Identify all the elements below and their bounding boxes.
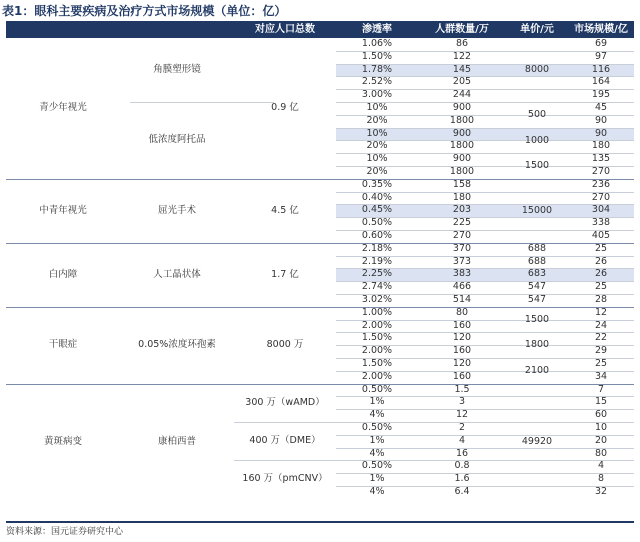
rate-cell: 20% <box>366 114 388 126</box>
rate-cell: 0.50% <box>361 422 393 433</box>
price-cell: 1800 <box>524 339 550 351</box>
size-cell: 25 <box>594 242 608 254</box>
size-cell: 195 <box>591 89 611 101</box>
count-cell: 900 <box>452 102 472 113</box>
size-cell: 270 <box>591 191 611 203</box>
rate-cell: 2.52% <box>361 76 393 88</box>
population-cell: 1.7 亿 <box>271 268 299 280</box>
table-header <box>6 21 634 38</box>
count-cell: 1.6 <box>454 473 470 485</box>
price-cell: 688 <box>527 255 547 267</box>
price-cell: 547 <box>527 294 547 305</box>
size-cell: 236 <box>591 178 611 190</box>
rate-cell: 3.02% <box>361 294 393 305</box>
price-cell: 683 <box>527 268 547 280</box>
price-cell: 1500 <box>524 313 550 325</box>
count-cell: 900 <box>452 127 472 139</box>
count-cell: 244 <box>452 89 472 101</box>
population-cell: 8000 万 <box>266 338 304 350</box>
header-treatment <box>120 21 234 38</box>
rate-cell: 1.50% <box>361 358 393 369</box>
count-cell: 373 <box>452 255 472 267</box>
rate-cell: 2.25% <box>361 268 393 280</box>
rate-cell: 20% <box>366 140 388 152</box>
count-cell: 120 <box>452 358 472 369</box>
rate-cell: 0.40% <box>361 191 393 203</box>
rate-cell: 2.00% <box>361 319 393 331</box>
size-cell: 304 <box>591 204 611 216</box>
size-cell: 25 <box>594 281 608 293</box>
rate-cell: 10% <box>366 153 388 165</box>
price-cell: 688 <box>527 242 547 254</box>
rate-cell: 2.74% <box>361 281 393 293</box>
population-cell: 300 万（wAMD） <box>245 396 325 408</box>
rate-cell: 20% <box>366 166 388 177</box>
rate-cell: 1.78% <box>361 63 393 75</box>
size-cell: 24 <box>594 319 608 331</box>
source-note: 资料来源：国元证券研究中心 <box>6 527 124 537</box>
count-cell: 1800 <box>449 166 475 177</box>
rate-cell: 0.60% <box>361 230 393 241</box>
rate-cell: 1.00% <box>361 306 393 318</box>
size-cell: 22 <box>594 332 608 344</box>
count-cell: 4 <box>458 434 466 446</box>
price-cell: 547 <box>527 281 547 293</box>
size-cell: 338 <box>591 217 611 229</box>
count-cell: 160 <box>452 345 472 357</box>
count-cell: 383 <box>452 268 472 280</box>
size-cell: 45 <box>594 102 608 113</box>
disease-cell: 青少年视光 <box>39 102 87 113</box>
population-cell: 400 万（DME） <box>249 435 321 446</box>
rate-cell: 1.50% <box>361 50 393 62</box>
table-bottom-rule <box>6 521 634 523</box>
rate-cell: 3.00% <box>361 89 393 101</box>
price-cell: 1500 <box>524 160 550 172</box>
count-cell: 160 <box>452 370 472 382</box>
count-cell: 180 <box>452 191 472 203</box>
size-cell: 270 <box>591 166 611 177</box>
treatment-cell: 低浓度阿托品 <box>148 134 206 145</box>
size-cell: 4 <box>597 460 605 472</box>
size-cell: 116 <box>591 63 611 75</box>
count-cell: 122 <box>452 50 472 62</box>
rate-cell: 0.35% <box>361 178 393 190</box>
header-population: 对应人口总数 <box>255 24 315 35</box>
rate-cell: 0.50% <box>361 383 393 395</box>
size-cell: 8 <box>597 473 605 485</box>
count-cell: 80 <box>455 306 469 318</box>
treatment-cell: 人工晶状体 <box>153 268 201 280</box>
price-cell: 2100 <box>524 365 550 376</box>
count-cell: 514 <box>452 294 472 305</box>
count-cell: 158 <box>452 178 472 190</box>
count-cell: 160 <box>452 319 472 331</box>
size-cell: 28 <box>594 294 608 305</box>
size-cell: 10 <box>594 422 608 433</box>
price-cell: 49920 <box>521 435 553 447</box>
disease-cell: 白内障 <box>48 268 78 280</box>
size-cell: 90 <box>594 127 608 139</box>
rate-cell: 2.18% <box>361 242 393 254</box>
size-cell: 80 <box>594 447 608 459</box>
table-caption: 表1：眼科主要疾病及治疗方式市场规模（单位：亿） <box>2 4 287 18</box>
count-cell: 6.4 <box>454 486 470 497</box>
size-cell: 29 <box>594 345 608 357</box>
size-cell: 405 <box>591 230 611 241</box>
rate-cell: 1% <box>369 396 385 408</box>
count-cell: 145 <box>452 63 472 75</box>
rate-cell: 10% <box>366 127 388 139</box>
size-cell: 180 <box>591 140 611 152</box>
treatment-cell: 康柏西普 <box>157 435 196 447</box>
rate-cell: 10% <box>366 102 388 113</box>
price-cell: 8000 <box>524 64 550 75</box>
rate-cell: 1.50% <box>361 332 393 344</box>
count-cell: 225 <box>452 217 472 229</box>
count-cell: 270 <box>452 230 472 241</box>
count-cell: 1800 <box>449 114 475 126</box>
count-cell: 1800 <box>449 140 475 152</box>
rate-cell: 4% <box>369 409 385 421</box>
population-cell: 160 万（pmCNV） <box>242 473 328 485</box>
size-cell: 164 <box>591 76 611 88</box>
size-cell: 60 <box>594 409 608 421</box>
count-cell: 0.8 <box>454 460 470 472</box>
count-cell: 1.5 <box>454 383 470 395</box>
disease-cell: 干眼症 <box>48 338 78 350</box>
rate-cell: 1% <box>369 434 385 446</box>
rate-cell: 1% <box>369 473 385 485</box>
size-cell: 26 <box>594 268 608 280</box>
count-cell: 3 <box>458 396 466 408</box>
treatment-cell: 0.05%浓度环孢素 <box>138 338 216 350</box>
rate-cell: 0.50% <box>361 217 393 229</box>
disease-cell: 中青年视光 <box>39 204 87 216</box>
size-cell: 97 <box>594 50 608 62</box>
size-cell: 34 <box>594 370 608 382</box>
rate-cell: 0.45% <box>361 204 393 216</box>
size-cell: 12 <box>594 306 608 318</box>
size-cell: 26 <box>594 255 608 267</box>
treatment-cell: 屈光手术 <box>157 204 196 216</box>
rate-cell: 4% <box>369 486 385 497</box>
rate-cell: 2.00% <box>361 345 393 357</box>
count-cell: 16 <box>455 447 469 459</box>
rate-cell: 2.00% <box>361 370 393 382</box>
count-cell: 466 <box>452 281 472 293</box>
population-cell: 0.9 亿 <box>271 102 299 113</box>
count-cell: 86 <box>455 38 469 49</box>
price-cell: 500 <box>527 109 547 120</box>
size-cell: 32 <box>594 486 608 497</box>
header-size: 市场规模/亿 <box>574 24 628 35</box>
header-count: 人群数量/万 <box>435 24 489 35</box>
treatment-cell: 角膜塑形镜 <box>153 64 201 75</box>
size-cell: 90 <box>594 114 608 126</box>
price-cell: 15000 <box>521 204 553 216</box>
header-rate: 渗透率 <box>362 24 392 35</box>
count-cell: 203 <box>452 204 472 216</box>
disease-cell: 黄斑病变 <box>43 435 82 447</box>
rate-cell: 1.06% <box>361 38 393 49</box>
header-disease <box>6 21 120 38</box>
size-cell: 20 <box>594 434 608 446</box>
count-cell: 120 <box>452 332 472 344</box>
count-cell: 900 <box>452 153 472 165</box>
rate-cell: 2.19% <box>361 255 393 267</box>
size-cell: 7 <box>597 383 605 395</box>
count-cell: 12 <box>455 409 469 421</box>
size-cell: 15 <box>594 396 608 408</box>
count-cell: 370 <box>452 242 472 254</box>
size-cell: 135 <box>591 153 611 165</box>
size-cell: 25 <box>594 358 608 369</box>
count-cell: 2 <box>458 422 466 433</box>
rate-cell: 0.50% <box>361 460 393 472</box>
rate-cell: 4% <box>369 447 385 459</box>
header-price: 单价/元 <box>520 24 554 35</box>
price-cell: 1000 <box>524 134 550 146</box>
population-cell: 4.5 亿 <box>271 204 299 216</box>
count-cell: 205 <box>452 76 472 88</box>
size-cell: 69 <box>594 38 608 49</box>
